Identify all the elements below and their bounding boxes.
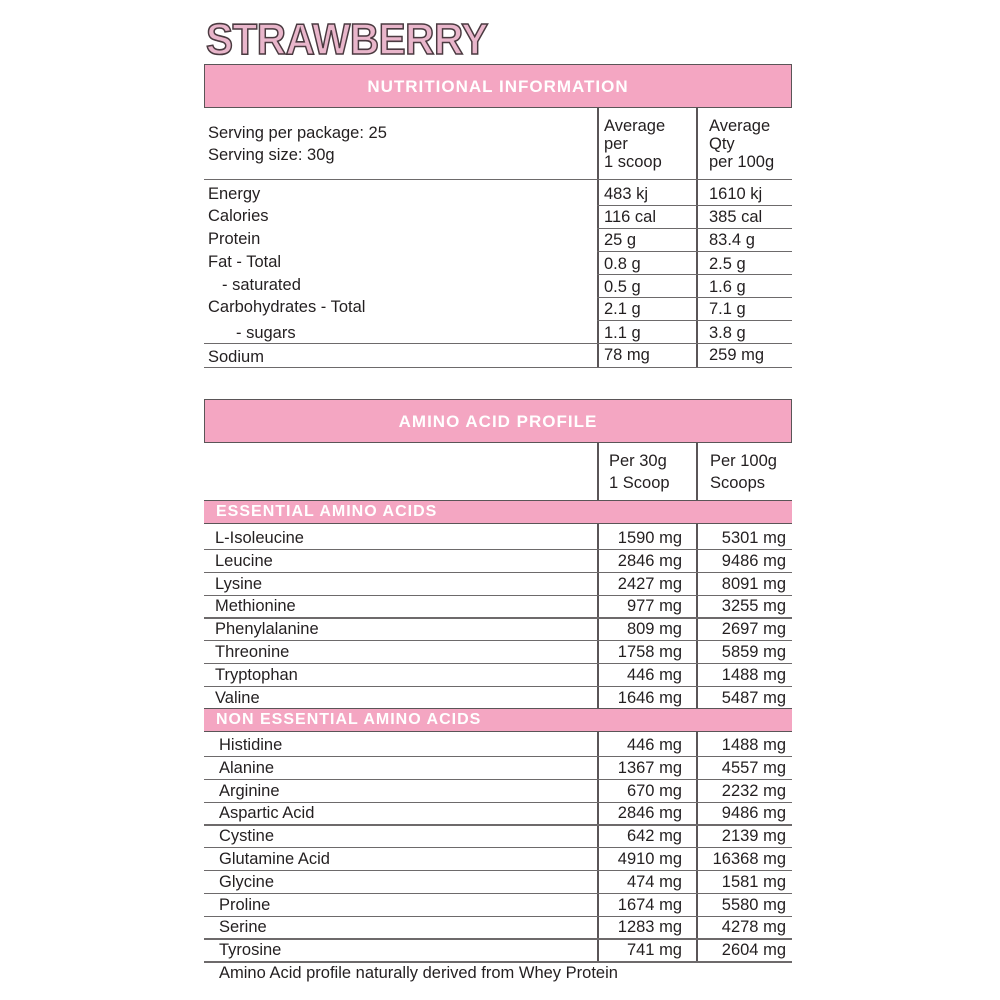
amino-row-per-30g: 642 mg (626, 827, 682, 846)
amino-row-per-100g: 9486 mg (721, 551, 786, 570)
row-label: Sodium (208, 348, 264, 366)
row-per-100g: 259 mg (709, 346, 765, 364)
amino-col-header-30g-2: 1 Scoop (609, 474, 670, 492)
row-per-100g: 1610 kj (709, 185, 763, 203)
col-header-per-scoop-2: per (604, 135, 628, 153)
row-per-100g: 83.4 g (709, 231, 755, 249)
amino-row-per-100g: 2697 mg (721, 620, 786, 639)
amino-row-label: Arginine (219, 781, 280, 800)
footnote: Amino Acid profile naturally derived from Whey Protein (219, 964, 618, 982)
row-label: Fat - Total (208, 253, 282, 271)
amino-row-label: L-Isoleucine (215, 529, 304, 547)
amino-row-per-100g: 5580 mg (721, 895, 786, 914)
amino-row-rule (204, 824, 792, 825)
amino-col-header-100g-1: Per 100g (710, 452, 777, 470)
row-per-scoop: 483 kj (604, 185, 649, 203)
row-per-scoop: 25 g (604, 231, 637, 249)
amino-row-per-100g: 5859 mg (721, 643, 786, 661)
amino-row-rule (204, 916, 792, 917)
amino-row-per-30g: 1590 mg (617, 529, 682, 547)
amino-row-label: Valine (215, 688, 260, 707)
amino-row-per-30g: 2846 mg (617, 804, 682, 823)
amino-row-per-100g: 5487 mg (721, 688, 786, 707)
footnote-rule (204, 962, 792, 963)
amino-row-per-30g: 446 mg (626, 736, 682, 754)
row-label: Calories (208, 207, 269, 225)
row-rule (204, 367, 792, 368)
amino-col-header-30g-1: Per 30g (609, 452, 667, 470)
amino-row-per-30g: 1283 mg (617, 918, 682, 937)
amino-heading: AMINO ACID PROFILE (204, 399, 792, 443)
amino-row-per-30g: 474 mg (626, 872, 682, 891)
row-rule (597, 205, 792, 206)
amino-row-label: Glutamine Acid (219, 850, 330, 868)
amino-row-rule (204, 572, 792, 573)
amino-row-per-100g: 1581 mg (721, 872, 786, 891)
nutrition-divider-2 (696, 108, 698, 368)
amino-row-per-30g: 977 mg (626, 597, 682, 616)
row-per-scoop: 1.1 g (604, 324, 641, 342)
amino-row-per-30g: 2427 mg (617, 574, 682, 593)
amino-row-per-30g: 2846 mg (617, 551, 682, 570)
nutrition-divider-1 (597, 108, 599, 368)
amino-row-per-100g: 2604 mg (721, 941, 786, 960)
row-rule (597, 228, 792, 229)
amino-row-per-100g: 8091 mg (721, 574, 786, 593)
amino-row-per-100g: 1488 mg (721, 665, 786, 684)
amino-row-per-100g: 9486 mg (721, 804, 786, 823)
amino-row-rule (204, 870, 792, 871)
row-per-100g: 1.6 g (709, 278, 746, 296)
amino-row-label: Tryptophan (215, 665, 298, 684)
amino-row-per-30g: 809 mg (626, 620, 682, 639)
amino-row-per-30g: 1646 mg (617, 688, 682, 707)
row-rule (597, 251, 792, 252)
row-label: - sugars (236, 324, 296, 342)
serving-size: Serving size: 30g (208, 146, 335, 164)
row-per-100g: 385 cal (709, 208, 763, 226)
amino-col-header-100g-2: Scoops (710, 474, 766, 492)
amino-row-per-100g: 1488 mg (721, 736, 786, 754)
col-header-per-100g-2: Qty (709, 135, 735, 153)
amino-row-per-30g: 446 mg (626, 665, 682, 684)
amino-row-per-30g: 741 mg (626, 941, 682, 960)
serving-per-package: Serving per package: 25 (208, 124, 387, 142)
row-per-100g: 2.5 g (709, 255, 746, 273)
row-rule (204, 343, 792, 344)
col-header-per-100g-3: per 100g (709, 153, 775, 171)
essential-heading: ESSENTIAL AMINO ACIDS (204, 500, 792, 524)
amino-row-label: Leucine (215, 551, 273, 570)
col-header-per-100g-1: Average (709, 117, 771, 135)
amino-row-label: Lysine (215, 574, 263, 593)
amino-row-label: Serine (219, 918, 267, 937)
amino-row-rule (204, 756, 792, 757)
amino-row-rule (204, 779, 792, 780)
row-per-scoop: 78 mg (604, 346, 650, 364)
amino-row-label: Cystine (219, 827, 275, 846)
amino-row-per-100g: 2232 mg (721, 781, 786, 800)
col-header-per-scoop-1: Average (604, 117, 666, 135)
row-per-100g: 3.8 g (709, 324, 746, 342)
row-per-scoop: 0.8 g (604, 255, 641, 273)
amino-row-per-30g: 4910 mg (617, 850, 682, 868)
amino-row-per-30g: 670 mg (626, 781, 682, 800)
amino-row-per-100g: 4557 mg (721, 758, 786, 777)
row-label: Protein (208, 230, 261, 248)
product-title: STRAWBERRY (206, 15, 488, 64)
amino-row-label: Histidine (219, 736, 283, 754)
row-per-scoop: 116 cal (604, 208, 656, 226)
amino-row-rule (204, 640, 792, 641)
amino-row-per-30g: 1674 mg (617, 895, 682, 914)
row-rule (597, 274, 792, 275)
row-rule (597, 297, 792, 298)
non-essential-heading: NON ESSENTIAL AMINO ACIDS (204, 708, 792, 732)
amino-row-label: Proline (219, 895, 271, 914)
row-per-100g: 7.1 g (709, 300, 746, 318)
amino-row-label: Glycine (219, 872, 275, 891)
amino-row-per-100g: 4278 mg (721, 918, 786, 937)
amino-row-per-100g: 2139 mg (721, 827, 786, 846)
amino-row-label: Tyrosine (219, 941, 282, 960)
row-per-scoop: 0.5 g (604, 278, 641, 296)
nutrition-heading: NUTRITIONAL INFORMATION (204, 64, 792, 108)
amino-row-label: Aspartic Acid (219, 804, 315, 823)
amino-row-rule (204, 893, 792, 894)
amino-row-per-100g: 3255 mg (721, 597, 786, 616)
amino-row-per-100g: 5301 mg (721, 529, 786, 547)
amino-row-rule (204, 938, 792, 939)
amino-row-per-30g: 1758 mg (617, 643, 682, 661)
nutrition-header-rule (204, 179, 792, 180)
amino-row-rule (204, 549, 792, 550)
row-per-scoop: 2.1 g (604, 300, 641, 318)
amino-row-label: Alanine (219, 758, 275, 777)
row-rule (597, 320, 792, 321)
amino-row-label: Methionine (215, 597, 296, 616)
amino-row-per-100g: 16368 mg (712, 850, 786, 868)
row-label: - saturated (222, 276, 301, 294)
row-label: Carbohydrates - Total (208, 298, 366, 316)
amino-row-rule (204, 686, 792, 687)
amino-row-label: Threonine (215, 643, 290, 661)
col-header-per-scoop-3: 1 scoop (604, 153, 662, 171)
row-label: Energy (208, 185, 261, 203)
amino-row-per-30g: 1367 mg (617, 758, 682, 777)
amino-row-label: Phenylalanine (215, 620, 319, 639)
